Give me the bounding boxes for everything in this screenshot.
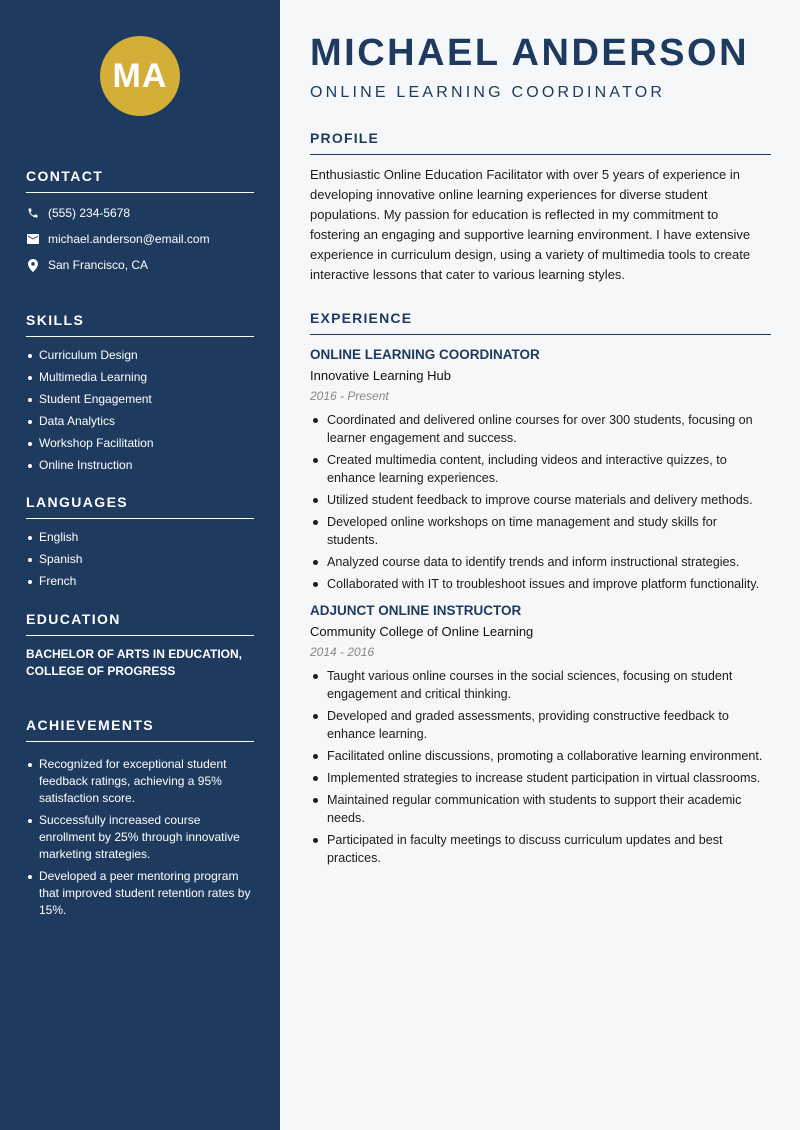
achievements-title: ACHIEVEMENTS <box>26 717 254 742</box>
job-entry <box>310 603 771 867</box>
location-pin-icon <box>26 258 40 272</box>
job-bullet: Taught various online courses in the social sciences, focusing on student engagement and critical thinking. <box>310 667 771 703</box>
languages-title: LANGUAGES <box>26 494 254 519</box>
job-bullet: Collaborated with IT to troubleshoot issues and improve platform functionality. <box>310 575 771 593</box>
profile-section <box>310 130 771 285</box>
job-company: Community College of Online Learning <box>310 624 534 639</box>
job-dates: 2016 - Present <box>310 389 389 403</box>
skills-list <box>26 347 254 474</box>
languages-section <box>26 494 254 590</box>
achievement-item: Developed a peer mentoring program that improved student retention rates by 15%. <box>26 868 254 919</box>
job-company: Innovative Learning Hub <box>310 368 451 383</box>
job-bullet: Developed online workshops on time management and study skills for students. <box>310 513 771 549</box>
main-content <box>280 0 800 1130</box>
education-section <box>26 611 254 680</box>
candidate-role: ONLINE LEARNING COORDINATOR <box>310 84 666 101</box>
candidate-name: MICHAEL ANDERSON <box>310 32 750 74</box>
contact-title: CONTACT <box>26 168 254 193</box>
skill-item: Data Analytics <box>26 413 254 430</box>
language-item: English <box>26 529 254 546</box>
job-bullet: Utilized student feedback to improve course materials and delivery methods. <box>310 491 771 509</box>
contact-phone-text: (555) 234-5678 <box>48 206 131 220</box>
avatar-initials: MA <box>112 56 168 95</box>
skills-section <box>26 312 254 474</box>
job-bullet: Implemented strategies to increase student participation in virtual classrooms. <box>310 769 771 787</box>
achievements-list <box>26 756 254 919</box>
skill-item: Workshop Facilitation <box>26 435 254 452</box>
skill-item: Student Engagement <box>26 391 254 408</box>
contact-email <box>26 226 254 252</box>
language-item: French <box>26 573 254 590</box>
job-title: ONLINE LEARNING COORDINATOR <box>310 347 540 362</box>
job-bullet: Created multimedia content, including videos and interactive quizzes, to enhance learning experiences. <box>310 451 771 487</box>
job-bullet: Developed and graded assessments, providing constructive feedback to enhance learning. <box>310 707 771 743</box>
skills-title: SKILLS <box>26 312 254 337</box>
profile-title: PROFILE <box>310 130 771 155</box>
languages-list <box>26 529 254 590</box>
achievement-item: Recognized for exceptional student feedback ratings, achieving a 95% satisfaction score. <box>26 756 254 807</box>
sidebar <box>0 0 280 1130</box>
job-bullet: Coordinated and delivered online courses for over 300 students, focusing on learner engagement and success. <box>310 411 771 447</box>
experience-title: EXPERIENCE <box>310 310 771 335</box>
phone-icon <box>26 206 40 220</box>
job-bullet: Analyzed course data to identify trends and inform instructional strategies. <box>310 553 771 571</box>
achievement-item: Successfully increased course enrollment by 25% through innovative marketing strategies. <box>26 812 254 863</box>
contact-email-text: michael.anderson@email.com <box>48 232 210 246</box>
skill-item: Curriculum Design <box>26 347 254 364</box>
contact-phone <box>26 200 254 226</box>
avatar <box>100 36 180 116</box>
job-bullet: Facilitated online discussions, promoting a collaborative learning environment. <box>310 747 771 765</box>
profile-text: Enthusiastic Online Education Facilitator with over 5 years of experience in developing innovative online learning experiences for diverse student populations. My passion for education is reflected in my commitment to fostering an engaging and supportive learning environment. I have extensive experience in curriculum design, using a variety of multimedia tools to create interactive lessons that cater to various learning styles. <box>310 167 751 282</box>
achievements-section <box>26 717 254 919</box>
job-title: ADJUNCT ONLINE INSTRUCTOR <box>310 603 522 618</box>
contact-section <box>26 168 254 278</box>
language-item: Spanish <box>26 551 254 568</box>
skill-item: Multimedia Learning <box>26 369 254 386</box>
education-degree: BACHELOR OF ARTS IN EDUCATION, COLLEGE OF PROGRESS <box>26 647 242 678</box>
education-title: EDUCATION <box>26 611 254 636</box>
job-bullet: Maintained regular communication with students to support their academic needs. <box>310 791 771 827</box>
job-bullet: Participated in faculty meetings to discuss curriculum updates and best practices. <box>310 831 771 867</box>
contact-location-text: San Francisco, CA <box>48 258 149 272</box>
skill-item: Online Instruction <box>26 457 254 474</box>
job-dates: 2014 - 2016 <box>310 645 375 659</box>
job-bullets <box>310 667 771 867</box>
email-icon <box>26 232 40 246</box>
job-bullets <box>310 411 771 593</box>
contact-location <box>26 252 254 278</box>
job-entry <box>310 347 771 593</box>
experience-section <box>310 310 771 867</box>
